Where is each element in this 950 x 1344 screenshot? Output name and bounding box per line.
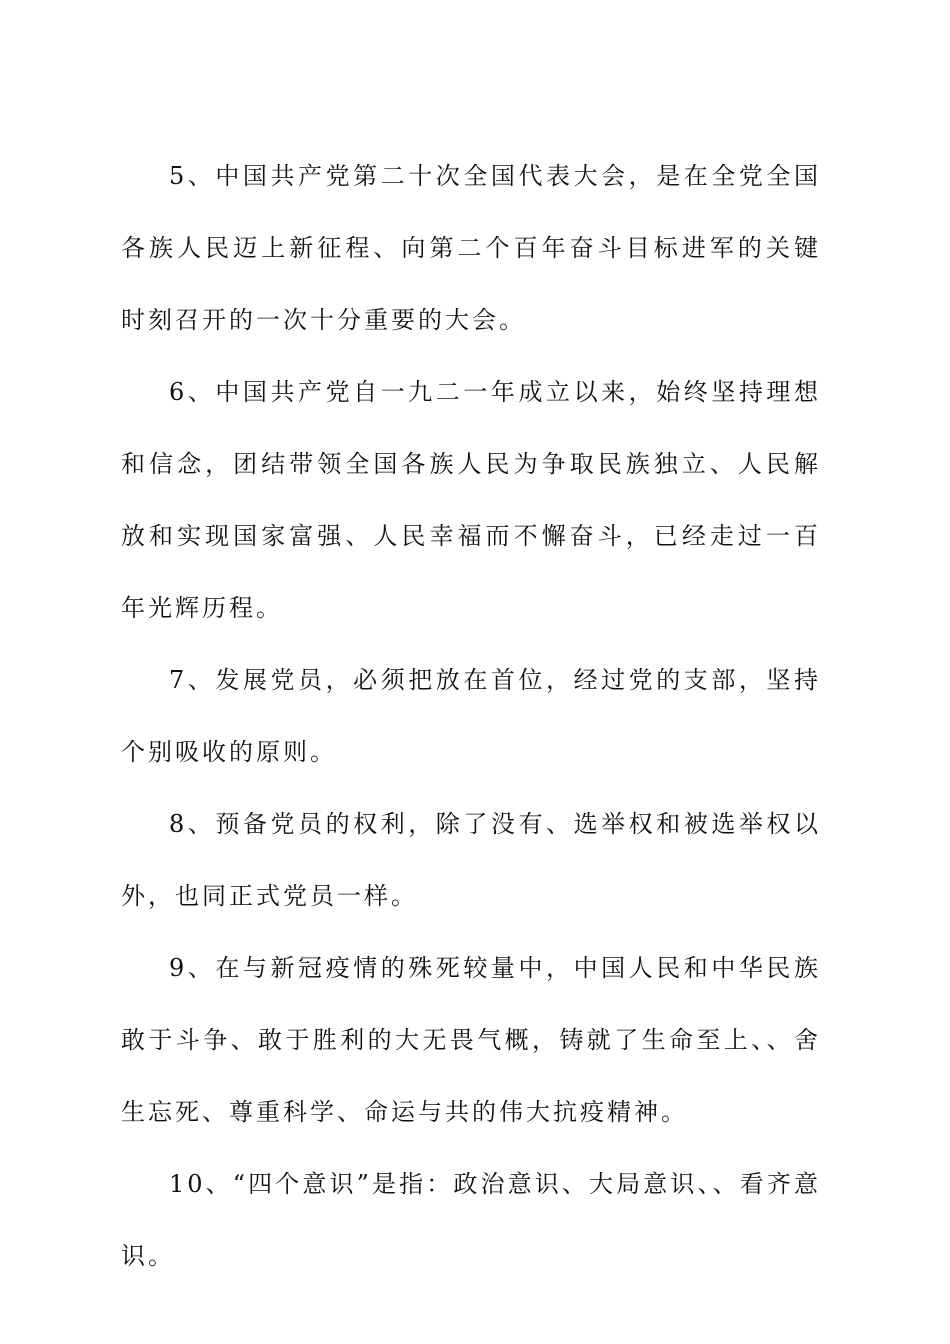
paragraph-item-8: 8、预备党员的权利，除了没有、选举权和被选举权以外，也同正式党员一样。	[121, 810, 821, 910]
paragraph-item-10: 10、“四个意识”是指：政治意识、大局意识、、看齐意识。	[121, 1170, 821, 1270]
paragraph-item-7: 7、发展党员，必须把放在首位，经过党的支部，坚持个别吸收的原则。	[121, 666, 821, 766]
paragraph-item-9: 9、在与新冠疫情的殊死较量中，中国人民和中华民族敢于斗争、敢于胜利的大无畏气概，铸就了生命至上、、舍生忘死、尊重科学、命运与共的伟大抗疫精神。	[121, 954, 821, 1126]
paragraph-item-5: 5、中国共产党第二十次全国代表大会，是在全党全国各族人民迈上新征程、向第二个百年奋斗目标进军的关键时刻召开的一次十分重要的大会。	[121, 162, 821, 334]
document-body	[121, 140, 821, 1292]
paragraph-item-6: 6、中国共产党自一九二一年成立以来，始终坚持理想和信念，团结带领全国各族人民为争取民族独立、人民解放和实现国家富强、人民幸福而不懈奋斗，已经走过一百年光辉历程。	[121, 378, 821, 622]
